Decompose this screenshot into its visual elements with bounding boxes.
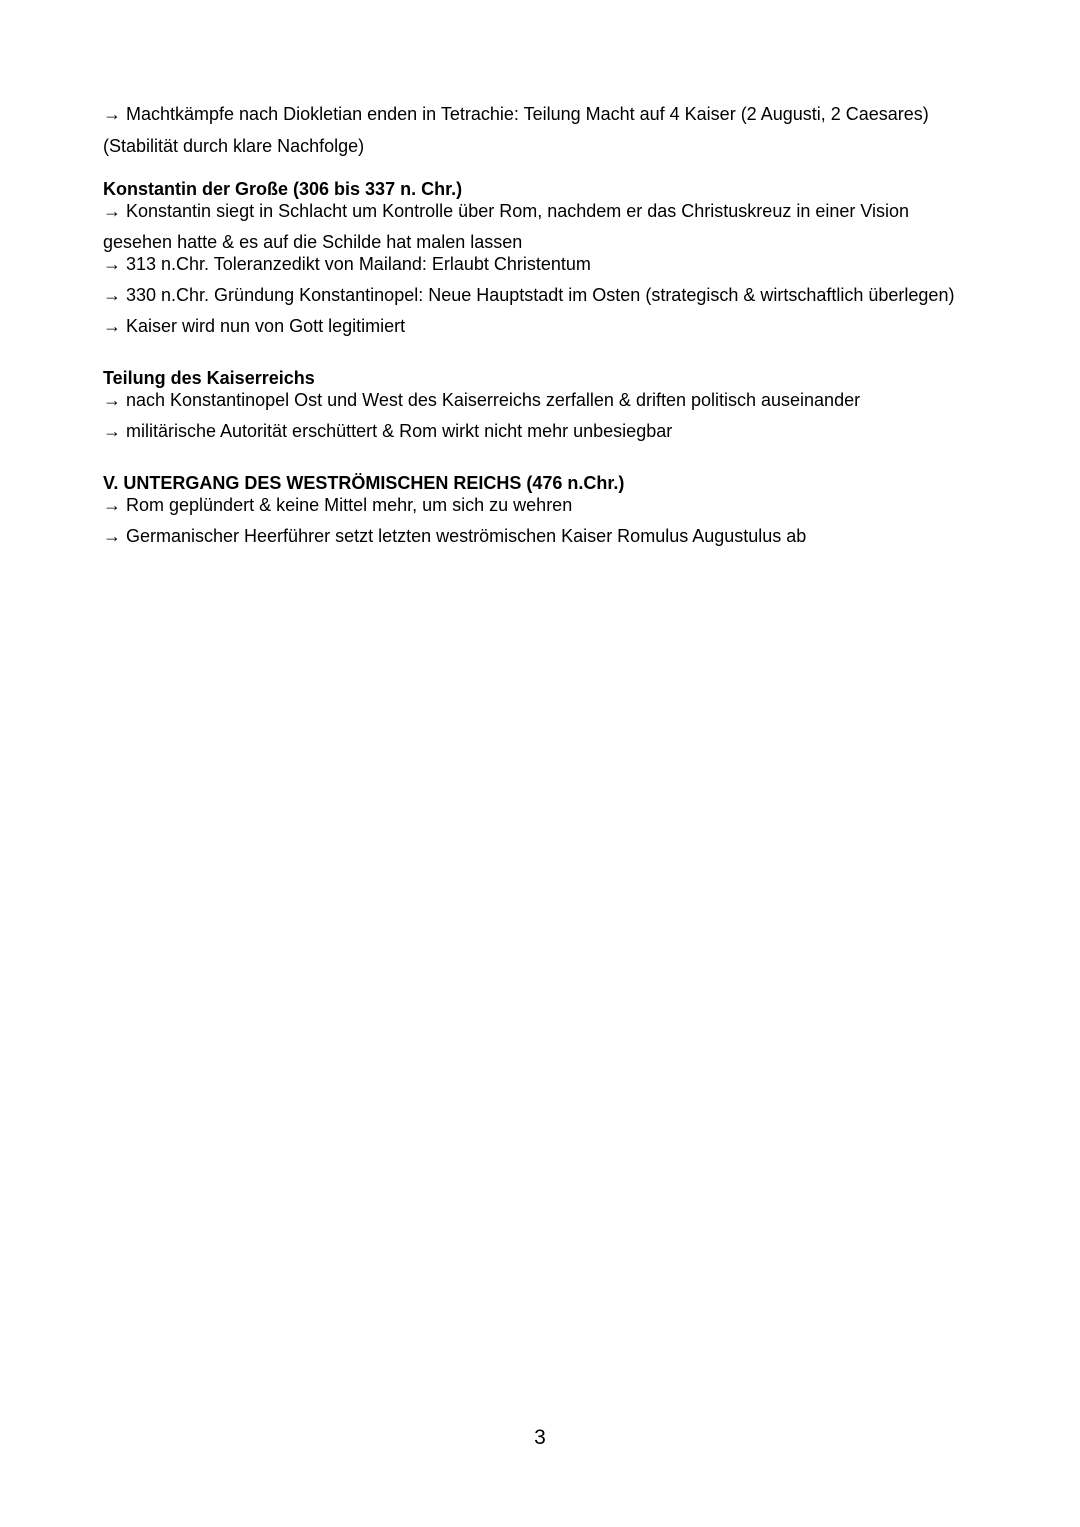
- konstantin-heading: Konstantin der Große (306 bis 337 n. Chr.): [103, 179, 463, 199]
- untergang-item-1: → Rom geplündert & keine Mittel mehr, um sich zu wehren: [103, 495, 573, 515]
- intro-line-2: (Stabilität durch klare Nachfolge): [103, 136, 365, 156]
- konstantin-item-4: → Kaiser wird nun von Gott legitimiert: [103, 316, 406, 336]
- konstantin-item-2: → 313 n.Chr. Toleranzedikt von Mailand: Erlaubt Christentum: [103, 254, 591, 274]
- untergang-item-2: → Germanischer Heerführer setzt letzten weströmischen Kaiser Romulus Augustulus ab: [103, 526, 807, 546]
- konstantin-item-1-continued: gesehen hatte & es auf die Schilde hat malen lassen: [103, 232, 523, 252]
- konstantin-item-1: → Konstantin siegt in Schlacht um Kontrolle über Rom, nachdem er das Christuskreuz in einer Vision: [103, 201, 910, 221]
- intro-line-1: → Machtkämpfe nach Diokletian enden in Tetrachie: Teilung Macht auf 4 Kaiser (2 Augusti, 2 Caesares): [103, 104, 929, 124]
- konstantin-item-3: → 330 n.Chr. Gründung Konstantinopel: Neue Hauptstadt im Osten (strategisch & wirtschaftlich überlegen): [103, 285, 955, 305]
- teilung-heading: Teilung des Kaiserreichs: [103, 368, 315, 388]
- untergang-heading: V. UNTERGANG DES WESTRÖMISCHEN REICHS (476 n.Chr.): [103, 473, 625, 493]
- teilung-item-1: → nach Konstantinopel Ost und West des Kaiserreichs zerfallen & driften politisch auseinander: [103, 390, 861, 410]
- teilung-item-2: → militärische Autorität erschüttert & Rom wirkt nicht mehr unbesiegbar: [103, 421, 673, 441]
- page-number: 3: [534, 1426, 546, 1449]
